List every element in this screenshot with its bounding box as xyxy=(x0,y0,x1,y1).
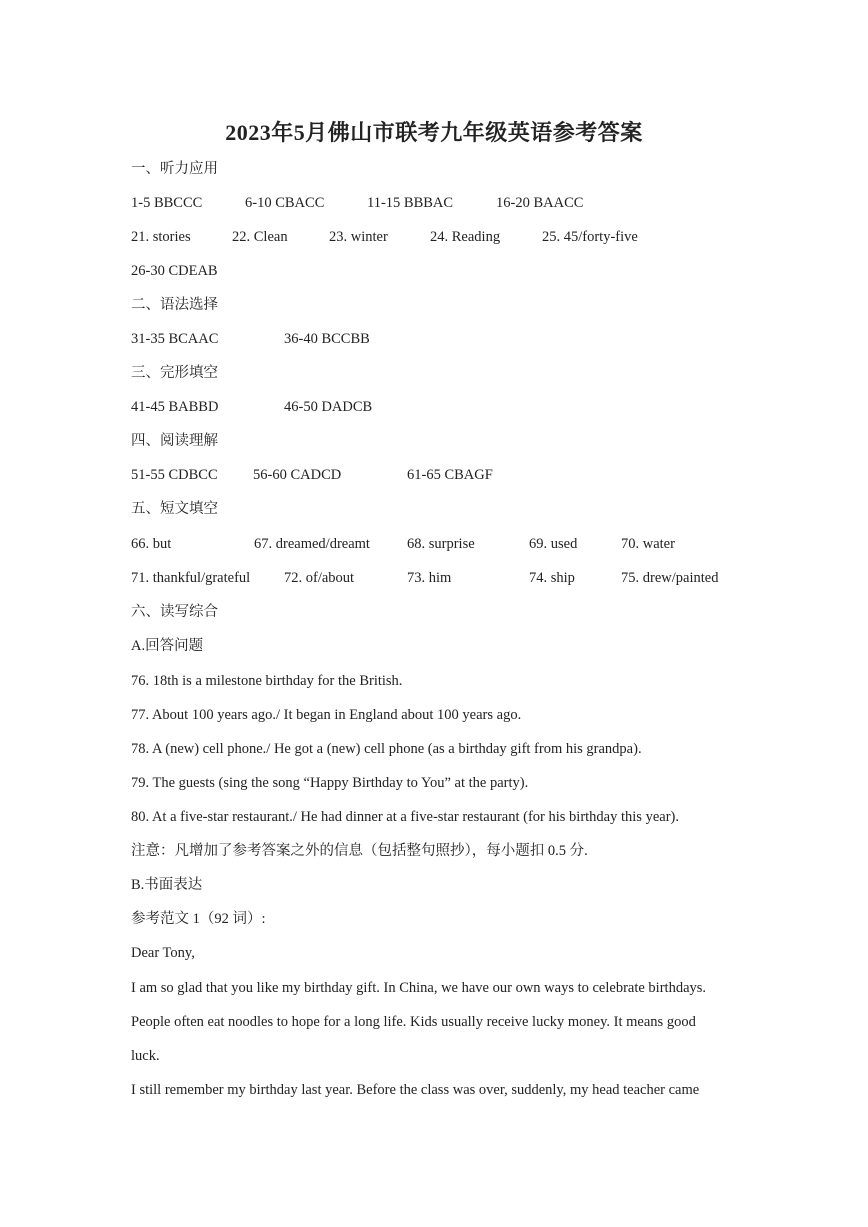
section-heading-writing: 六、读写综合 xyxy=(131,604,218,620)
answer-group: 51-55 CDBCC xyxy=(131,467,218,483)
essay-line: I still remember my birthday last year. Before the class was over, suddenly, my head teacher came xyxy=(131,1082,700,1098)
listening-row-1 xyxy=(131,194,751,212)
answer-group: 61-65 CBAGF xyxy=(407,467,493,483)
answer-item: 21. stories xyxy=(131,229,191,245)
answer-79: 79. The guests (sing the song “Happy Birthday to You” at the party). xyxy=(131,775,529,791)
answer-item: 23. winter xyxy=(329,229,388,245)
answer-item: 71. thankful/grateful xyxy=(131,570,251,586)
scoring-note: 注意：凡增加了参考答案之外的信息（包括整句照抄），每小题扣 0.5 分. xyxy=(131,843,588,859)
listening-row-3: 26-30 CDEAB xyxy=(131,263,218,279)
answer-78: 78. A (new) cell phone./ He got a (new) cell phone (as a birthday gift from his grandpa). xyxy=(131,741,642,757)
answer-77: 77. About 100 years ago./ It began in England about 100 years ago. xyxy=(131,707,522,723)
fill-row-1 xyxy=(131,535,751,553)
answer-76: 76. 18th is a milestone birthday for the British. xyxy=(131,673,403,689)
cloze-row xyxy=(131,398,531,416)
answer-80: 80. At a five-star restaurant./ He had dinner at a five-star restaurant (for his birthday this year). xyxy=(131,809,679,825)
essay-line: People often eat noodles to hope for a long life. Kids usually receive lucky money. It means good xyxy=(131,1014,696,1030)
essay-greeting: Dear Tony, xyxy=(131,945,195,961)
answer-item: 69. used xyxy=(529,536,578,552)
section-heading-grammar: 二、语法选择 xyxy=(131,297,218,313)
section-heading-reading: 四、阅读理解 xyxy=(131,433,218,449)
part-a-heading: A.回答问题 xyxy=(131,638,204,654)
essay-line: I am so glad that you like my birthday gift. In China, we have our own ways to celebrate birthdays. xyxy=(131,980,707,996)
part-b-heading: B.书面表达 xyxy=(131,877,203,893)
answer-item: 68. surprise xyxy=(407,536,475,552)
answer-group: 31-35 BCAAC xyxy=(131,331,219,347)
page-title: 2023年5月佛山市联考九年级英语参考答案 xyxy=(225,120,643,145)
essay-line: luck. xyxy=(131,1048,160,1064)
answer-item: 74. ship xyxy=(529,570,575,586)
answer-group: 46-50 DADCB xyxy=(284,399,373,415)
fill-row-2 xyxy=(131,569,751,587)
answer-item: 66. but xyxy=(131,536,172,552)
answer-item: 67. dreamed/dreamt xyxy=(254,536,370,552)
section-heading-fill: 五、短文填空 xyxy=(131,501,218,517)
answer-item: 25. 45/forty-five xyxy=(542,229,638,245)
answer-group: 36-40 BCCBB xyxy=(284,331,370,347)
answer-group: 11-15 BBBAC xyxy=(367,195,454,211)
answer-group: 1-5 BBCCC xyxy=(131,195,203,211)
section-heading-cloze: 三、完形填空 xyxy=(131,365,218,381)
answer-item: 73. him xyxy=(407,570,452,586)
section-heading-listening: 一、听力应用 xyxy=(131,161,218,177)
answer-item: 70. water xyxy=(621,536,675,552)
sample-essay-label: 参考范文 1（92 词）: xyxy=(131,911,266,927)
answer-item: 22. Clean xyxy=(232,229,288,245)
answer-item: 72. of/about xyxy=(284,570,355,586)
answer-item: 24. Reading xyxy=(430,229,501,245)
answer-group: 41-45 BABBD xyxy=(131,399,219,415)
reading-row xyxy=(131,466,631,484)
answer-group: 16-20 BAACC xyxy=(496,195,584,211)
grammar-row xyxy=(131,330,531,348)
answer-group: 6-10 CBACC xyxy=(245,195,325,211)
answer-item: 75. drew/painted xyxy=(621,570,719,586)
listening-row-2 xyxy=(131,228,751,246)
answer-group: 56-60 CADCD xyxy=(253,467,342,483)
